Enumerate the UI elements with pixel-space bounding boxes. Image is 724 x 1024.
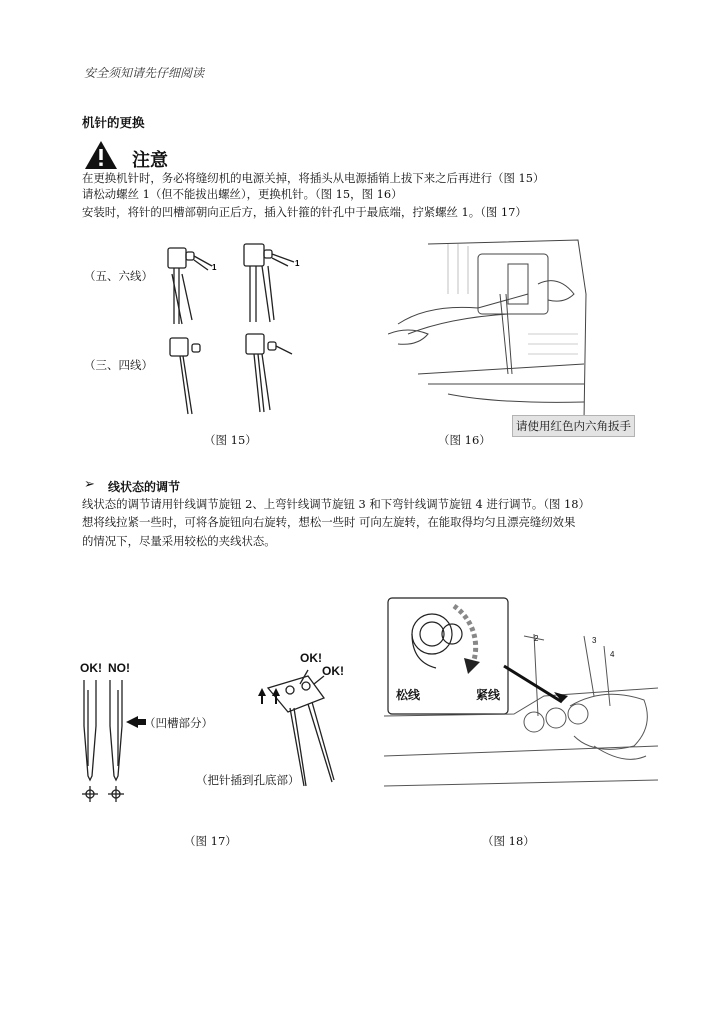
fig15-callout-1b: 1 [295,259,300,268]
fig18-tension-photo [384,596,658,802]
paragraph-install: 安装时，将针的凹槽部朝向正后方，插入针箍的针孔中于最底端，拧紧螺丝 1。（图 17） [82,205,527,219]
fig16-caption: （图 16） [438,433,491,447]
fig17-ok-label-3: OK! [322,664,344,678]
fig17-ok-label: OK! [80,661,102,675]
paragraph-loosen-screw: 请松动螺丝 1（但不能拔出螺丝），更换机针。（图 15，图 16） [82,187,403,201]
fig16-machine-photo [388,234,588,420]
fig18-tighten-label: 紧线 [476,688,501,702]
paragraph-tension-knobs: 线状态的调节请用针线调节旋钮 2、上弯针线调节旋钮 3 和下弯针线调节旋钮 4 进行调节。（图 18） [82,497,590,511]
fig17-insert-label: （把针插到孔底部） [196,773,300,787]
paragraph-power-off: 在更换机针时，务必将缝纫机的电源关掉，将插头从电源插销上拔下来之后再进行（图 15） [82,171,545,185]
fig18-loosen-label: 松线 [396,688,421,702]
fig17-groove-label: （凹槽部分） [144,716,213,730]
bullet-arrow-icon: ➢ [84,477,95,492]
header-note: 安全须知请先仔细阅读 [84,66,205,80]
fig18-dial-4: 4 [610,650,615,659]
paragraph-tension-direction: 想将线拉紧一些时，可将各旋钮向右旋转，想松一些时 可向左旋转，在能取得均匀且漂亮缝纫效果 [82,515,576,529]
fig17-needle-comparison [76,676,146,804]
fig18-dial-2: 2 [534,634,539,643]
fig15-caption: （图 15） [204,433,257,447]
warning-label: 注意 [132,150,168,171]
fig18-dial-3: 3 [592,636,597,645]
fig18-caption: （图 18） [482,834,535,848]
fig15-needle-diagram [152,234,312,424]
subsection-title: 线状态的调节 [108,480,181,494]
fig17-ok-label-2: OK! [300,651,322,665]
fig17-caption: （图 17） [184,834,237,848]
fig16-tool-note: 请使用红色内六角扳手 [512,415,635,437]
fig15-label-56-thread: （五、六线） [84,269,153,283]
fig17-groove-arrow-icon [126,716,138,728]
paragraph-tension-advice: 的情况下，尽量采用较松的夹线状态。 [82,534,276,548]
fig15-label-34-thread: （三、四线） [84,358,153,372]
fig17-no-label: NO! [108,661,130,675]
warning-icon [84,140,118,170]
fig15-callout-1: 1 [212,263,217,272]
section-title: 机针的更换 [82,115,145,130]
